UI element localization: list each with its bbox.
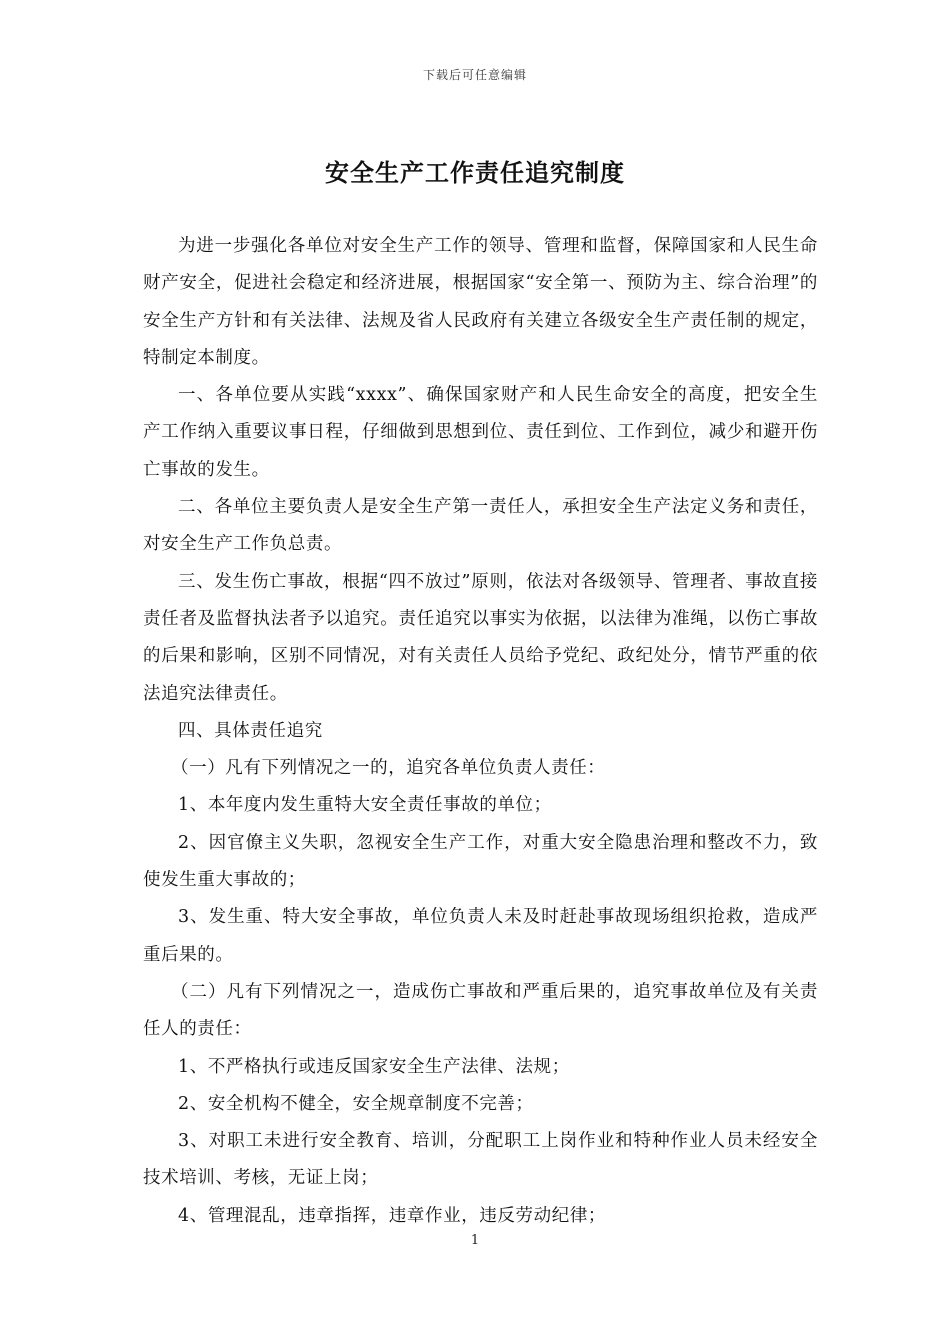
document-title: 安全生产工作责任追究制度 <box>325 159 625 187</box>
section-heading: 四、具体责任追究 <box>178 720 323 741</box>
list-item: 1、本年度内发生重特大安全责任事故的单位； <box>178 795 552 816</box>
document-body <box>143 228 818 1235</box>
clause-paragraph: 三、发生伤亡事故，根据“四不放过”原则，依法对各级领导、管理者、事故直接责任者及监督执法者予以追究。责任追究以事实为依据，以法律为准绳，以伤亡事故的后果和影响，区别不同情况，对有关责任人员给予党纪、政纪处分，情节严重的依法追究法律责任。 <box>143 571 818 704</box>
clause-paragraph: 二、各单位主要负责人是安全生产第一责任人，承担安全生产法定义务和责任，对安全生产工作负总责。 <box>143 497 818 555</box>
list-item: 3、发生重、特大安全事故，单位负责人未及时赶赴事故现场组织抢救，造成严重后果的。 <box>143 907 818 965</box>
list-item: 2、安全机构不健全，安全规章制度不完善； <box>178 1093 534 1114</box>
list-item: 3、对职工未进行安全教育、培训，分配职工上岗作业和特种作业人员未经安全技术培训、考核，无证上岗； <box>143 1131 818 1189</box>
clause-paragraph: 一、各单位要从实践“xxxx”、确保国家财产和人民生命安全的高度，把安全生产工作纳入重要议事日程，仔细做到思想到位、责任到位、工作到位，减少和避开伤亡事故的发生。 <box>143 385 818 480</box>
subsection-heading: （一）凡有下列情况之一的，追究各单位负责人责任： <box>171 758 606 779</box>
header-note: 下载后可任意编辑 <box>422 68 527 82</box>
page-number: 1 <box>470 1233 480 1248</box>
list-item: 2、因官僚主义失职，忽视安全生产工作，对重大安全隐患治理和整改不力，致使发生重大事故的； <box>143 832 818 891</box>
list-item: 1、不严格执行或违反国家安全生产法律、法规； <box>178 1056 570 1077</box>
intro-paragraph: 为进一步强化各单位对安全生产工作的领导、管理和监督，保障国家和人民生命财产安全，促进社会稳定和经济进展，根据国家“安全第一、预防为主、综合治理”的安全生产方针和有关法律、法规及省人民政府有关建立各级安全生产责任制的规定，特制定本制度。 <box>143 236 818 368</box>
list-item: 4、管理混乱，违章指挥，违章作业，违反劳动纪律； <box>178 1205 607 1226</box>
subsection-heading: （二）凡有下列情况之一，造成伤亡事故和严重后果的，追究事故单位及有关责任人的责任： <box>143 981 818 1040</box>
